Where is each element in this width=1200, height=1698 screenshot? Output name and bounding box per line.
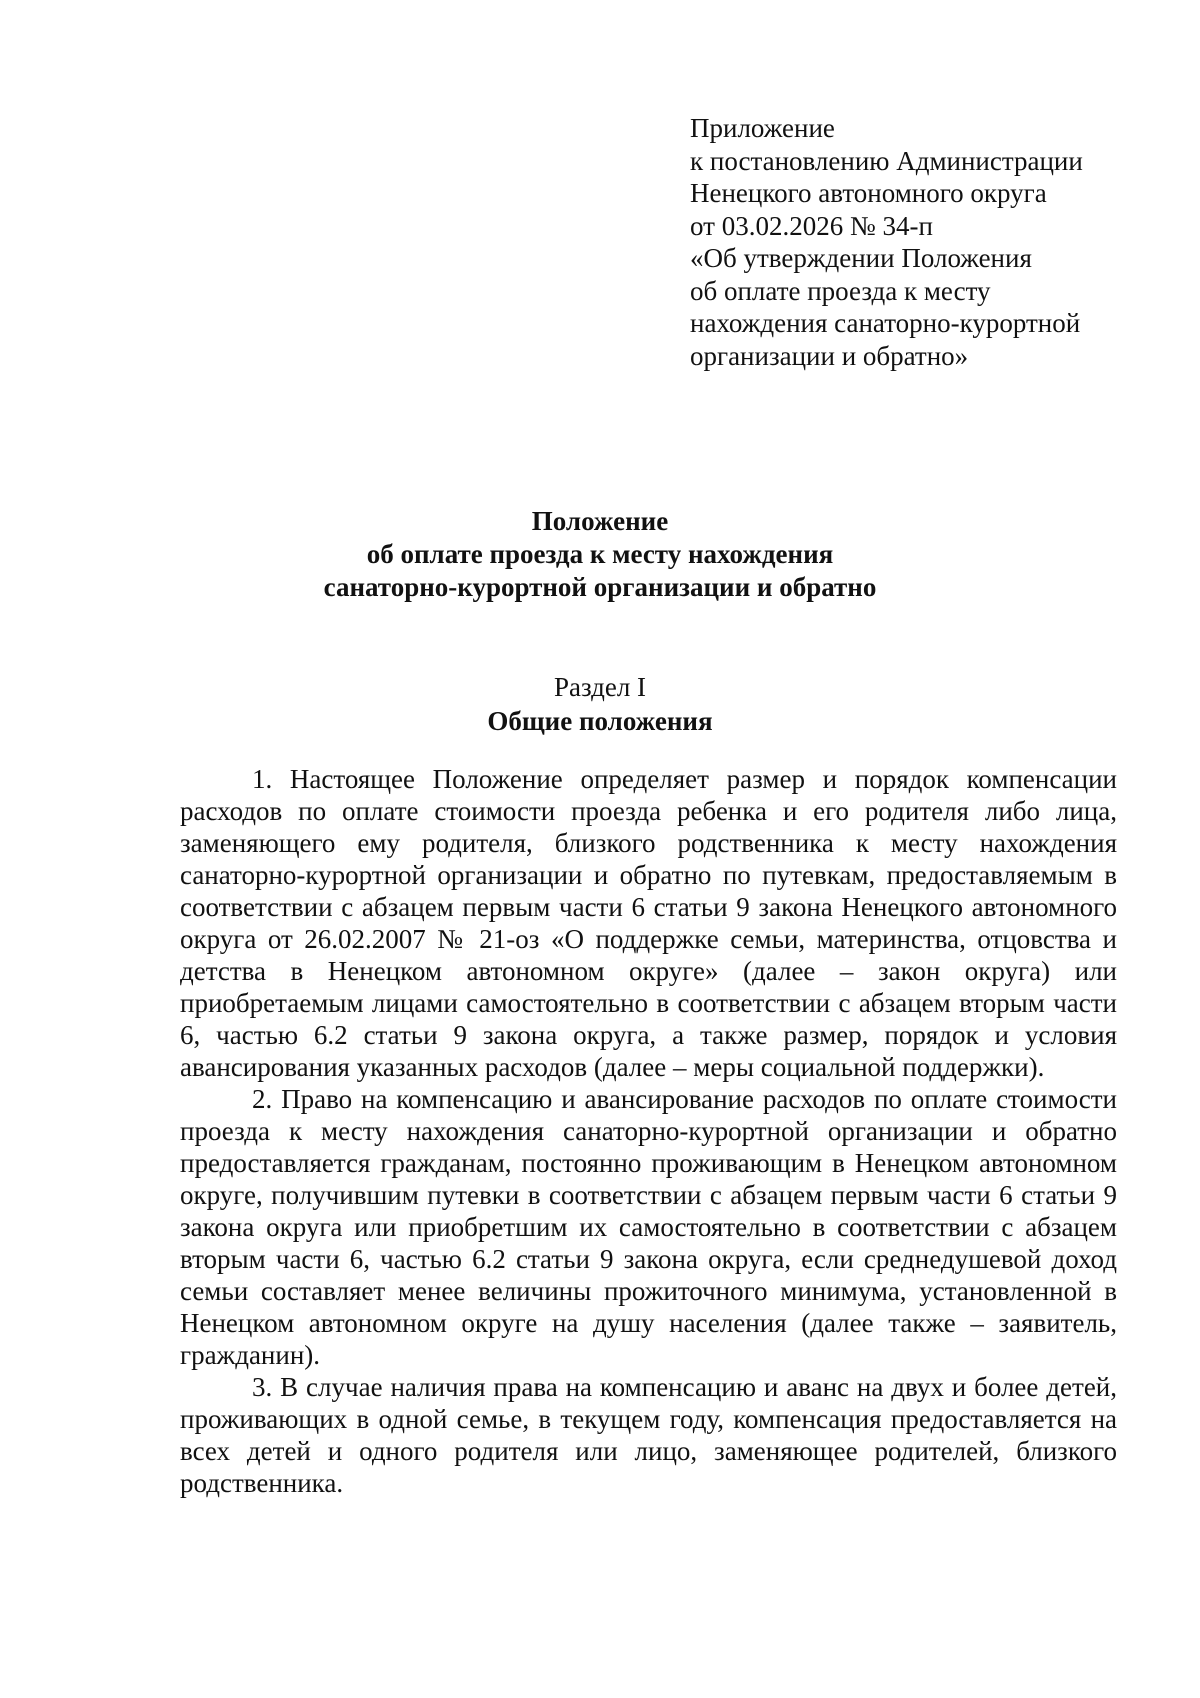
- appendix-line: нахождения санаторно-курортной: [690, 308, 1081, 338]
- title-line: Положение: [531, 506, 669, 536]
- appendix-line: Ненецкого автономного округа: [690, 178, 1047, 208]
- paragraph: 2. Право на компенсацию и авансирование расходов по оплате стоимости проезда к месту нахождения санаторно-курортной организации и обратно предоставляется гражданам, постоянно проживающим в Ненецком автономном округе, получившим путевки в соответствии с абзацем первым части 6 статьи 9 закона округа или приобретшим их самостоятельно в соответствии с абзацем вторым части 6, частью 6.2 статьи 9 закона округа, если среднедушевой доход семьи составляет менее величины прожиточного минимума, установленной в Ненецком автономном округе на душу населения (далее также – заявитель, гражданин).: [180, 1084, 1117, 1370]
- section-number: Раздел I: [553, 672, 647, 702]
- title-line: об оплате проезда к месту нахождения: [366, 539, 834, 569]
- appendix-line: об оплате проезда к месту: [690, 275, 991, 306]
- section-name: Общие положения: [487, 706, 713, 736]
- paragraph: 1. Настоящее Положение определяет размер и порядок компенсации расходов по оплате стоимости проезда ребенка и его родителя либо лица, заменяющего ему родителя, близкого родственника к месту нахождения санаторно-курортной организации и обратно по путевкам, предоставляемым в соответствии с абзацем первым части 6 статьи 9 закона Ненецкого автономного округа от 26.02.2007 № 21-оз «О поддержке семьи, материнства, отцовства и детства в Ненецком автономном округе» (далее – закон округа) или приобретаемым лицами самостоятельно в соответствии с абзацем вторым части 6, частью 6.2 статьи 9 закона округа, а также размер, порядок и условия авансирования указанных расходов (далее – меры социальной поддержки).: [180, 764, 1117, 1082]
- appendix-line: от 03.02.2026 № 34-п: [690, 210, 933, 241]
- appendix-line: к постановлению Администрации: [690, 145, 1083, 176]
- appendix-header: [690, 112, 1170, 372]
- paragraph: 3. В случае наличия права на компенсацию и аванс на двух и более детей, проживающих в одной семье, в текущем году, компенсация предоставляется на всех детей и одного родителя или лицо, заменяющее родителей, близкого родственника.: [180, 1372, 1117, 1498]
- appendix-line: организации и обратно»: [690, 340, 969, 371]
- appendix-line: Приложение: [690, 113, 835, 143]
- title-line: санаторно-курортной организации и обратно: [323, 572, 877, 602]
- document-body: [180, 763, 1117, 1499]
- section-heading: [150, 670, 1050, 738]
- appendix-line: «Об утверждении Положения: [690, 243, 1032, 273]
- document-title: [150, 505, 1050, 604]
